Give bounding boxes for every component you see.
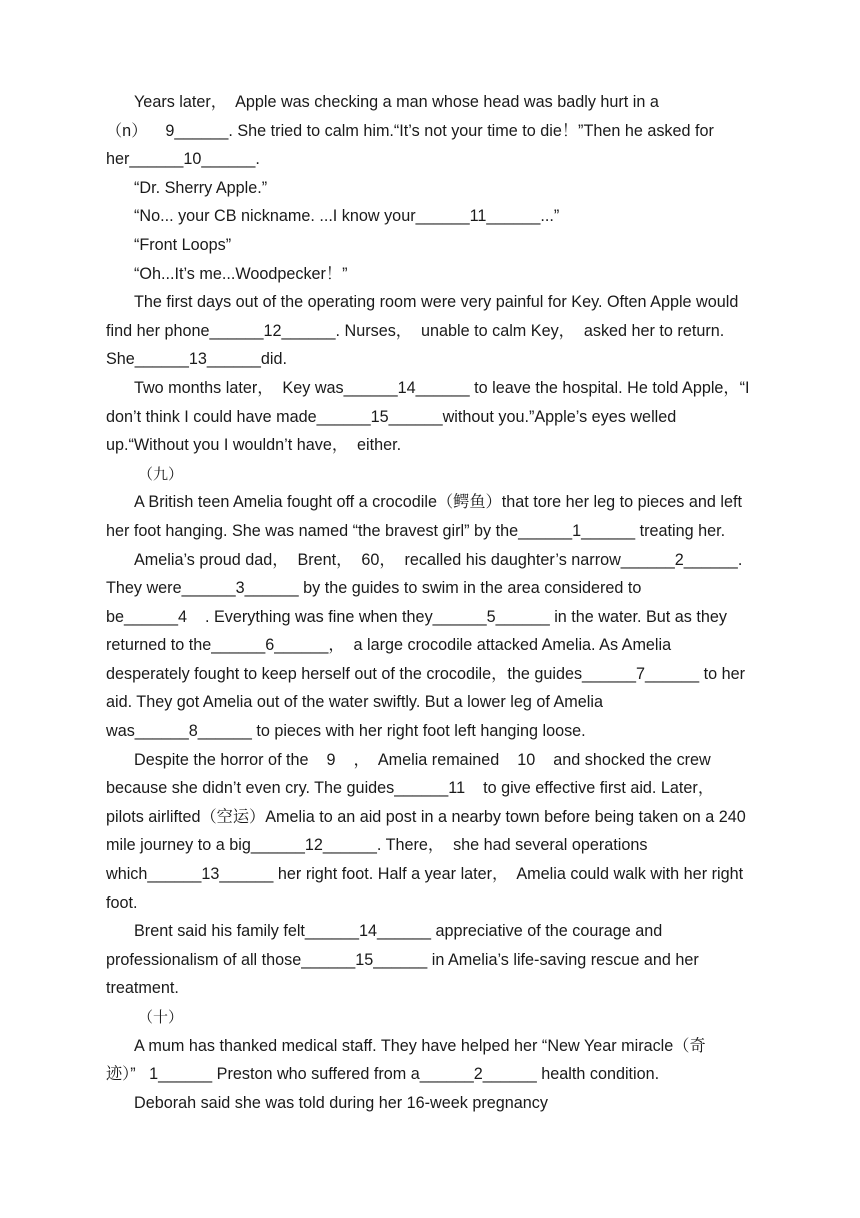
text-line: They were______3______ by the guides to swim in the area considered to [106,579,642,598]
document-body [106,88,766,1117]
text-line: A mum has thanked medical staff. They have helped her “New Year miracle（奇 [134,1036,706,1055]
text-line: treatment. [106,979,179,998]
text-line: was______8______ to pieces with her right foot left hanging loose. [106,722,586,741]
text-line: Brent said his family felt______14______ appreciative of the courage and [134,922,663,941]
text-line: returned to the______6______， a large crocodile attacked Amelia. As Amelia [106,636,672,655]
text-line: A British teen Amelia fought off a crocodile（鳄鱼）that tore her leg to pieces and left [134,493,742,512]
text-line: Two months later， Key was______14______ to leave the hospital. He told Apple，“I [134,378,750,397]
text-line: professionalism of all those______15______ in Amelia’s life-saving rescue and her [106,950,699,969]
text-line: her foot hanging. She was named “the bravest girl” by the______1______ treating her. [106,521,726,540]
text-line: “No... your CB nickname. ...I know your______11______...” [134,207,560,226]
section-heading: （九） [138,464,184,483]
section-heading: （十） [138,1008,184,1026]
text-line: 迹）” 1______ Preston who suffered from a______2______ health condition. [106,1065,660,1084]
text-line: desperately fought to keep herself out of the crocodile，the guides______7______ to her [106,664,745,683]
text-line: “Dr. Sherry Apple.” [134,178,268,197]
text-line: which______13______ her right foot. Half a year later， Amelia could walk with her right [106,865,744,884]
text-line: don’t think I could have made______15______without you.”Apple’s eyes welled [106,407,677,426]
text-line: because she didn’t even cry. The guides______11 to give effective first aid. Later， [106,779,715,798]
text-line: “Front Loops” [134,235,232,254]
text-line: find her phone______12______. Nurses， unable to calm Key， asked her to return. [106,321,725,340]
text-line: aid. They got Amelia out of the water swiftly. But a lower leg of Amelia [106,693,603,712]
text-line: “Oh...It’s me...Woodpecker！” [134,264,348,283]
text-line: up.“Without you I wouldn’t have， either. [106,436,402,455]
text-line: foot. [106,893,138,912]
text-line: The first days out of the operating room were very painful for Key. Often Apple would [134,293,739,312]
text-line: Years later， Apple was checking a man whose head was badly hurt in a [134,93,659,111]
text-line: Despite the horror of the 9 ， Amelia remained 10 and shocked the crew [134,750,711,769]
text-line: her______10______. [106,150,260,169]
text-line: Amelia’s proud dad， Brent， 60， recalled his daughter’s narrow______2______. [134,550,743,569]
text-line: be______4 . Everything was fine when they______5______ in the water. But as they [106,607,727,626]
text-line: Deborah said she was told during her 16-week pregnancy [134,1093,548,1112]
text-line: She______13______did. [106,350,287,369]
text-line: pilots airlifted（空运）Amelia to an aid post in a nearby town before being taken on a 240 [106,807,746,826]
text-line: mile journey to a big______12______. There， she had several operations [106,836,648,855]
text-line: （n） 9______. She tried to calm him.“It’s not your time to die！”Then he asked for [106,121,714,140]
